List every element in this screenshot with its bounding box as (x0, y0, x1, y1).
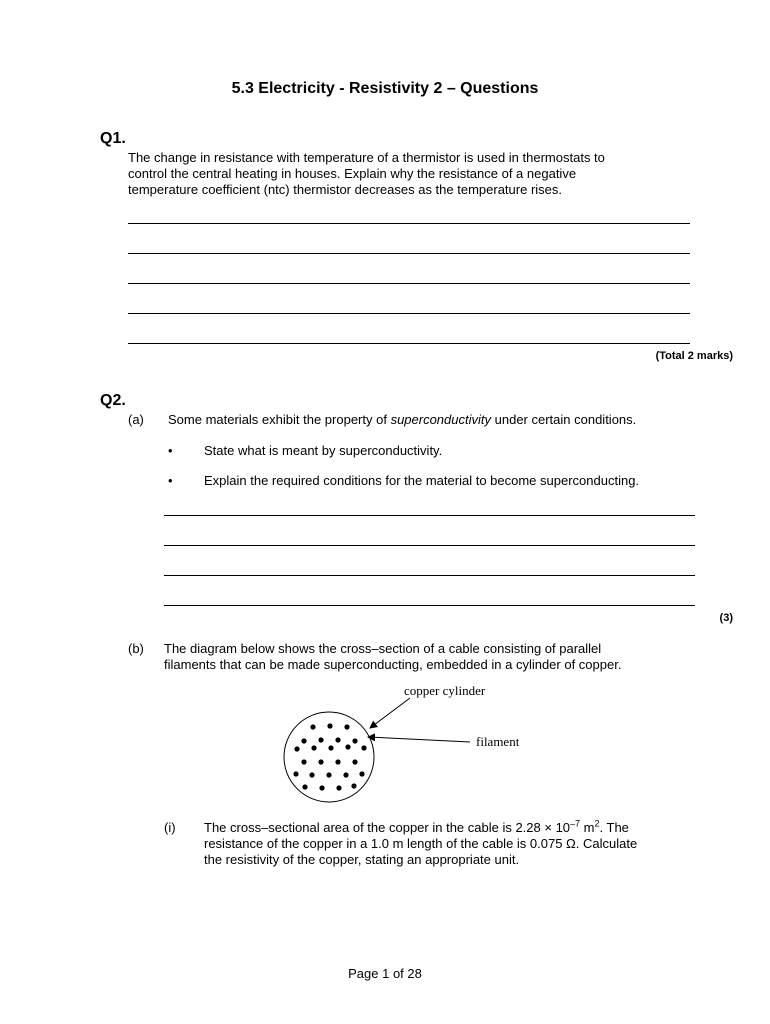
filament-dot (327, 723, 332, 728)
q2bi-line: the resistivity of the copper, stating an appropriate unit. (204, 852, 520, 867)
answer-line (164, 575, 695, 576)
label-filament: filament (476, 734, 520, 749)
q2bi-line1-mid: m (580, 820, 595, 835)
filament-dot (351, 783, 356, 788)
cable-cross-section-diagram (280, 690, 480, 810)
q2bi-line1-pre: The cross–sectional area of the copper in the cable is 2.28 × 10 (204, 820, 571, 835)
answer-line (164, 545, 695, 546)
filament-dot (344, 724, 349, 729)
answer-line (128, 313, 690, 314)
filament-dot (301, 738, 306, 743)
q2bi-exponent-2: 2 (594, 818, 600, 829)
filament-dot (335, 759, 340, 764)
arrow-filament (368, 737, 470, 742)
filament-dot (328, 745, 333, 750)
filament-dot (301, 759, 306, 764)
answer-line (128, 253, 690, 254)
filament-dot (352, 759, 357, 764)
page-number: Page 1 of 28 (348, 966, 422, 981)
bullet-icon: • (168, 443, 173, 458)
q2b-text (164, 641, 621, 673)
q2a-text (168, 412, 636, 428)
filament-dot (359, 771, 364, 776)
q2a-label: (a) (128, 412, 144, 427)
filament-dot (361, 745, 366, 750)
q1-text-line: The change in resistance with temperature of a thermistor is used in thermostats to (128, 150, 605, 165)
q2bi-label: (i) (164, 820, 176, 835)
q2a-text-italic: superconductivity (390, 412, 492, 427)
filament-dot (352, 738, 357, 743)
filament-dot (345, 744, 350, 749)
filament-dot (311, 745, 316, 750)
q2a-bullet-item: Explain the required conditions for the material to become superconducting. (204, 473, 640, 488)
filament-dot (302, 784, 307, 789)
answer-line (128, 223, 690, 224)
q1-text (128, 150, 605, 198)
filament-dot (294, 746, 299, 751)
q2bi-line1-post: . The (599, 820, 629, 835)
filament-dot (336, 785, 341, 790)
q2a-bullet-item: State what is meant by superconductivity. (204, 443, 443, 458)
bullet-icon: • (168, 473, 173, 488)
q2b-text-line: The diagram below shows the cross–section of a cable consisting of parallel (164, 641, 602, 656)
q2-label: Q2. (100, 392, 126, 409)
filament-dot (343, 772, 348, 777)
filament-dot (335, 737, 340, 742)
answer-line (128, 343, 690, 344)
q2a-marks: (3) (719, 612, 733, 624)
answer-line (164, 605, 695, 606)
q2bi-exponent: –7 (570, 818, 581, 829)
q2a-text-after: under certain conditions. (491, 412, 637, 427)
label-copper-cylinder: copper cylinder (404, 683, 486, 698)
filament-dot (309, 772, 314, 777)
filament-dot (319, 785, 324, 790)
q1-text-line: control the central heating in houses. Explain why the resistance of a negative (128, 166, 577, 181)
q2a-text-before: Some materials exhibit the property of (168, 412, 391, 427)
filament-dot (318, 737, 323, 742)
filament-dot (310, 724, 315, 729)
filament-dot (318, 759, 323, 764)
q1-total-marks: (Total 2 marks) (655, 350, 733, 362)
answer-line (164, 515, 695, 516)
q2b-label: (b) (128, 641, 144, 656)
q2bi-line: resistance of the copper in a 1.0 m length of the cable is 0.075 Ω. Calculate (204, 836, 638, 851)
arrow-copper-cylinder (370, 698, 410, 728)
page-title: 5.3 Electricity - Resistivity 2 – Questions (231, 80, 539, 97)
q1-text-line: temperature coefficient (ntc) thermistor decreases as the temperature rises. (128, 182, 563, 197)
q2bi-text (204, 820, 637, 868)
filament-dot (293, 771, 298, 776)
filament-dots (293, 723, 366, 790)
q2bi-line (204, 820, 637, 836)
q2b-text-line: filaments that can be made superconducting, embedded in a cylinder of copper. (164, 657, 622, 672)
filament-dot (326, 772, 331, 777)
q1-label: Q1. (100, 130, 126, 147)
answer-line (128, 283, 690, 284)
